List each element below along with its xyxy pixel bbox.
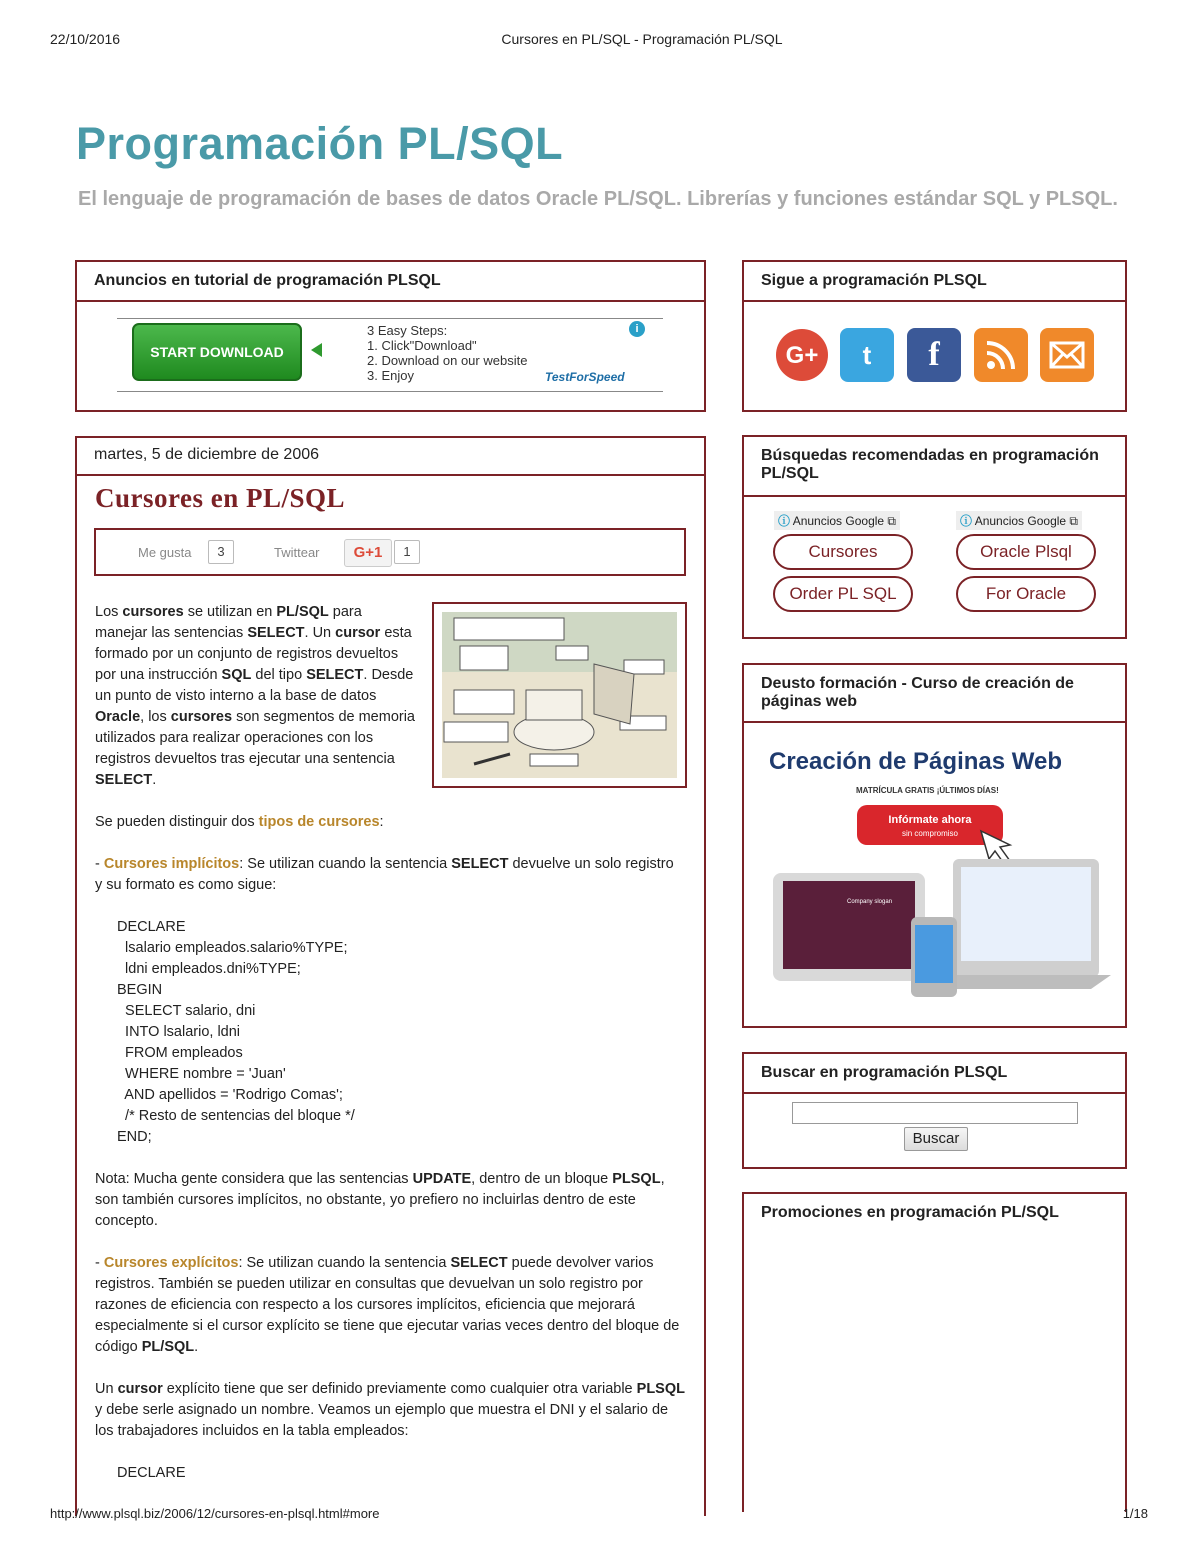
info-icon: ⓘ [778,514,791,528]
ads-panel-heading: Anuncios en tutorial de programación PLSQL [77,262,704,302]
search-panel [742,1052,1127,1169]
divider [77,474,704,476]
arrow-left-icon [311,343,322,357]
explicit-link[interactable]: Cursores explícitos [103,1255,239,1271]
deusto-image-screen-text: Company slogan [847,899,893,905]
facebook-icon[interactable]: f [907,328,961,382]
ad-brand-logo: TestForSpeed [545,370,625,384]
intro-paragraph: Los cursores se utilizan en PL/SQL para manejar las sentencias SELECT. Un cursor esta formado por un conjunto de registros devueltos por una instrucción SQL del tipo SELECT. Desde un punto de visto interno a la base de datos Oracle, los cursores son segmentos de memoria utilizados para realizar operaciones con los registros devueltos tras ejecutar una sentencia SELECT. [95,604,415,788]
code-block-explicit: DECLARE [117,1465,186,1481]
gplus-count: 1 [394,540,420,564]
follow-panel [742,260,1127,412]
ads-panel [75,260,706,412]
search-pill-for-oracle[interactable]: For Oracle [956,576,1096,612]
recommended-heading: Búsquedas recomendadas en programación PL/SQL [744,437,1125,497]
print-date: 22/10/2016 [50,31,121,47]
deusto-panel [742,663,1127,1028]
deusto-image-button: Infórmate ahora [888,814,972,826]
search-button[interactable]: Buscar [904,1127,968,1151]
deusto-image-button-sub: sin compromiso [901,829,959,838]
ad-banner[interactable] [117,318,663,392]
rss-icon[interactable] [974,328,1028,382]
explicit-def-paragraph: Un cursor explícito tiene que ser definido previamente como cualquier otra variable PLSQL y debe serle asignado un nombre. Veamos un ejemplo que muestra el DNI y el salario de los trabajadores incluidos en la tabla empleados: [95,1381,685,1439]
search-pill-oracle-plsql[interactable]: Oracle Plsql [956,534,1096,570]
types-link[interactable]: tipos de cursores [258,814,380,830]
search-pill-cursores[interactable]: Cursores [773,534,913,570]
implicit-paragraph: - Cursores implícitos: Se utilizan cuando la sentencia SELECT devuelve un solo registro y su formato es como sigue: [95,856,674,893]
note-paragraph: Nota: Mucha gente considera que las sentencias UPDATE, dentro de un bloque PLSQL, son también cursores implícitos, no obstante, yo prefiero no incluirlas dentro de este concepto. [95,1171,665,1229]
blog-description: El lenguaje de programación de bases de datos Oracle PL/SQL. Librerías y funciones estándar SQL y PLSQL. [78,188,1118,210]
post-title[interactable]: Cursores en PL/SQL [95,483,346,513]
gplus-button[interactable]: G+1 [344,539,392,567]
follow-panel-heading: Sigue a programación PLSQL [744,262,1125,302]
email-icon[interactable] [1040,328,1094,382]
info-icon: ⓘ [960,514,973,528]
print-page-number: 1/18 [1122,1506,1148,1521]
ad-steps: 3 Easy Steps: 1. Click"Download" 2. Download on our website 3. Enjoy [367,323,528,383]
post-date: martes, 5 de diciembre de 2006 [94,446,320,463]
deusto-heading: Deusto formación - Curso de creación de páginas web [744,665,1125,723]
print-url: http://www.plsql.biz/2006/12/cursores-en-plsql.html#more [50,1506,380,1521]
deusto-image-sub: MATRÍCULA GRATIS ¡ÚLTIMOS DÍAS! [856,786,999,795]
tweet-button[interactable]: Twittear [274,545,320,560]
print-title: Cursores en PL/SQL - Programación PL/SQL [501,31,783,47]
ads-google-label-right[interactable]: ⓘ Anuncios Google ⧉ [956,511,1082,530]
start-download-button[interactable]: START DOWNLOAD [132,323,302,381]
post-panel [75,436,706,1516]
like-button[interactable]: Me gusta [138,545,192,560]
google-plus-icon[interactable] [774,328,830,382]
twitter-icon[interactable]: t [840,328,894,382]
implicit-link[interactable]: Cursores implícitos [103,856,240,872]
promos-panel [742,1192,1127,1512]
ad-info-icon[interactable]: i [629,321,645,337]
share-bar [94,528,686,576]
like-count: 3 [208,540,234,564]
deusto-image-title: Creación de Páginas Web [769,748,1062,775]
promos-heading: Promociones en programación PL/SQL [761,1204,1059,1221]
ads-google-label-left[interactable]: ⓘ Anuncios Google ⧉ [774,511,900,530]
explicit-paragraph: - Cursores explícitos: Se utilizan cuando la sentencia SELECT puede devolver varios registros. También se pueden utilizar en consultas que devuelvan un solo registro por razones de eficiencia con respecto a los cursores implícitos, eficiencia que mejorará especialmente si el cursor explícito se tiene que ejecutar varias veces dentro del bloque de código PL/SQL. [95,1255,680,1355]
recommended-panel [742,435,1127,639]
search-heading: Buscar en programación PLSQL [744,1054,1125,1094]
code-block-implicit: DECLARE lsalario empleados.salario%TYPE; ldni empleados.dni%TYPE; BEGIN SELECT salario, dni INTO lsalario, ldni FROM empleados WHERE nombre = 'Juan' AND apellidos = 'Rodrigo Comas'; /* Resto de sentencias del bloque */ END; [117,919,355,1145]
types-paragraph: Se pueden distinguir dos tipos de cursores: [95,814,384,830]
search-input[interactable] [792,1102,1078,1124]
search-pill-order-pl-sql[interactable]: Order PL SQL [773,576,913,612]
blog-title[interactable]: Programación PL/SQL [76,118,564,169]
cartoon-image [432,602,687,788]
deusto-ad-image[interactable] [761,743,1111,1005]
svg-text:G+: G+ [785,342,819,369]
